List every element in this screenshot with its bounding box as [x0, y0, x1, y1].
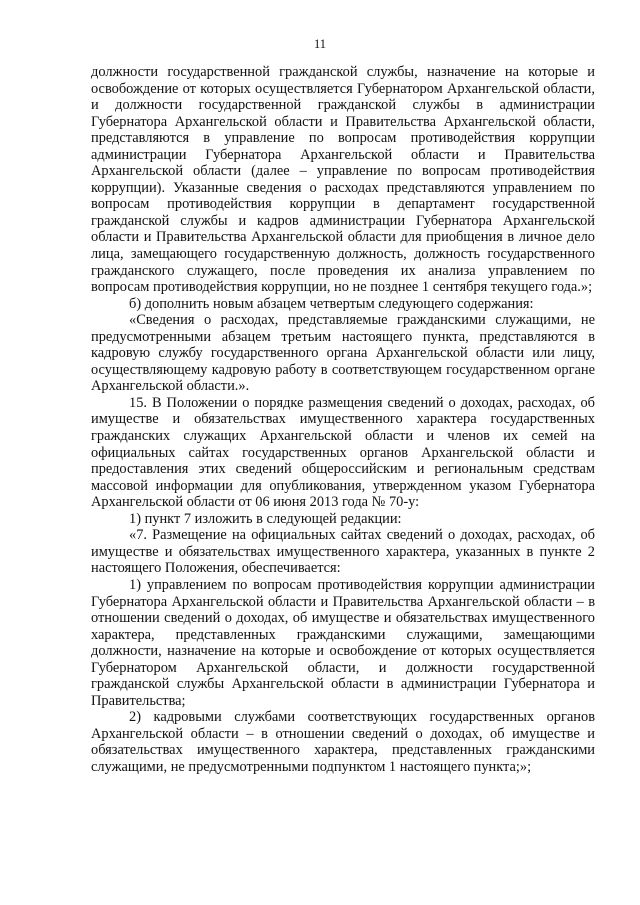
- paragraph-item-15-1: 1) пункт 7 изложить в следующей редакции:: [129, 510, 402, 527]
- paragraph-point-7-2: 2) кадровыми службами соответствующих государственных органов Архангельской области – в отношении сведений о доходах, об имуществе и обязательствах имущественного характера, представленных гражданскими служащими, не предусмотренными подпунктом 1 настоящего пункта;»;: [91, 709, 595, 775]
- page-number: 11: [313, 37, 327, 51]
- paragraph-point-7-1: 1) управлением по вопросам противодействия коррупции администрации Губернатора Архангельской области и Правительства Архангельской области – в отношении сведений о доходах, об имуществе и обязательствах имущественного характера, представленных гражданскими служащими, замещающими должности, назначение на которые и освобождение от которых осуществляется Губернатором Архангельской области, и должности государственной гражданской службы Архангельской области в администрации Губернатора и Правительства;: [91, 576, 595, 709]
- paragraph-quoted-expenses: «Сведения о расходах, представляемые гражданскими служащими, не предусмотренными абзацем третьим настоящего пункта, представляются в кадровую службу государственного органа Архангельской области или лицу, осуществляющему кадровую работу в соответствующем государственном органе Архангельской области.».: [91, 312, 595, 395]
- document-body: [91, 64, 595, 776]
- paragraph-point-7: «7. Размещение на официальных сайтах сведений о доходах, расходах, об имуществе и обязательствах имущественного характера, указанных в пункте 2 настоящего Положения, обеспечивается:: [91, 527, 595, 577]
- paragraph-continuation: должности государственной гражданской службы, назначение на которые и освобождение от которых осуществляется Губернатором Архангельской области, и должности государственной гражданской службы в администрации Губернатора Архангельской области и Правительства Архангельской области, представляются в управление по вопросам противодействия коррупции администрации Губернатора Архангельской области и Правительства Архангельской области (далее – управление по вопросам противодействия коррупции). Указанные сведения о расходах представляются управлением по вопросам противодействия коррупции в департамент государственной гражданской службы и кадров администрации Губернатора Архангельской области и Правительства Архангельской области для приобщения в личное дело лица, замещающего государственную должность, должность государственного гражданского служащего, после проведения их анализа управлением по вопросам противодействия коррупции, но не позднее 1 сентября текущего года.»;: [91, 64, 595, 296]
- paragraph-subitem-b: б) дополнить новым абзацем четвертым следующего содержания:: [129, 295, 534, 312]
- paragraph-item-15: 15. В Положении о порядке размещения сведений о доходах, расходах, об имуществе и обязательствах имущественного характера государственных гражданских служащих Архангельской области и членов их семей на официальных сайтах государственных органов Архангельской области и предоставления этих сведений общероссийским и региональным средствам массовой информации для опубликования, утвержденном указом Губернатора Архангельской области от 06 июня 2013 года № 70-у:: [91, 394, 595, 511]
